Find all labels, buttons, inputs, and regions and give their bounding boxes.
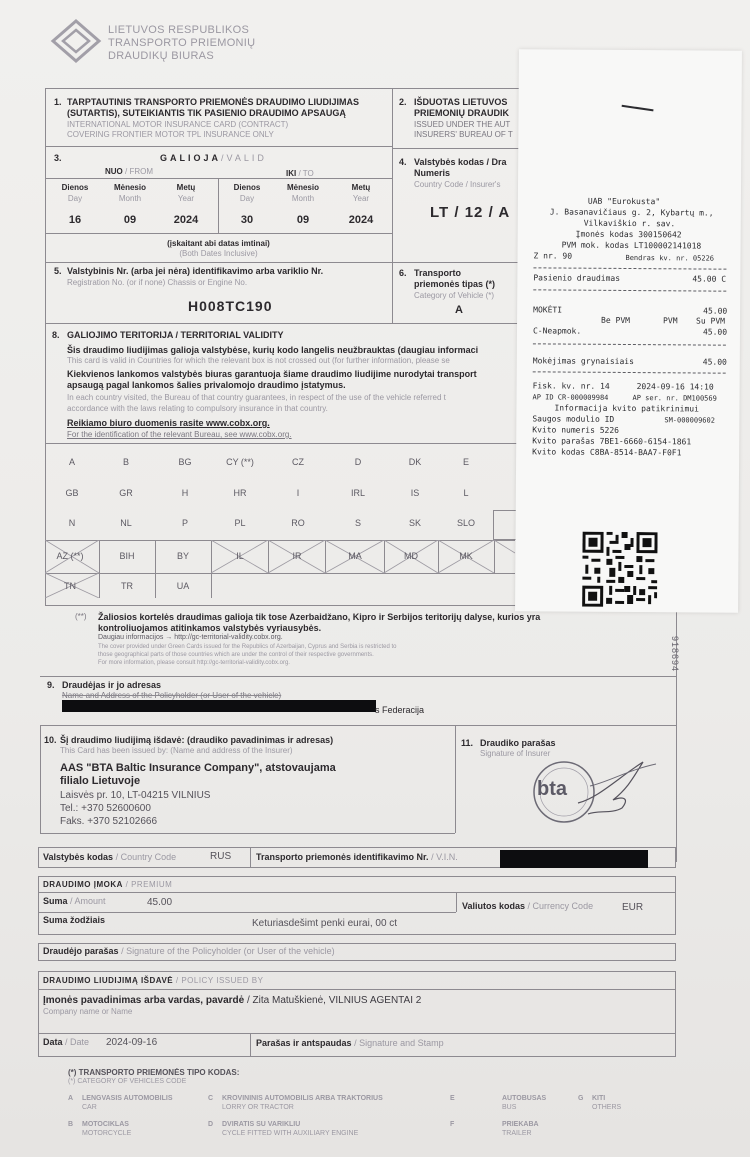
s8-line2: This card is valid in Countries for which the relevant box is not crossed out (for further information, please se (67, 356, 450, 365)
legend-label-en: LORRY OR TRACTOR (222, 1104, 294, 1111)
s11-number: 11. (461, 738, 474, 748)
s10-title: Šį draudimo liudijimą išdavė: (draudiko pavadinimas ir adresas) (60, 735, 334, 745)
receipt-pay-value: 45.00 (703, 306, 728, 316)
s8-title: GALIOJIMO TERITORIJA / TERRITORIAL VALIDITY (67, 330, 284, 340)
receipt-number: Kvito numeris 5226 (532, 425, 620, 435)
s1-title-line1: TARPTAUTINIS TRANSPORTO PRIEMONĖS DRAUDIMO LIUDIJIMAS (67, 97, 360, 107)
country-code: RO (291, 518, 305, 528)
receipt-z-number: Z nr. 90 (533, 251, 573, 261)
country-code: SLO (456, 518, 475, 528)
org-name-line3: DRAUDIKŲ BIURAS (108, 50, 214, 62)
divider-right-column (392, 88, 393, 323)
redacted-policyholder (62, 700, 376, 712)
legend-label-en: MOTORCYCLE (82, 1130, 132, 1137)
divider-currency (456, 892, 457, 912)
receipt-item-price: 45.00 C (692, 274, 727, 284)
s6-value: A (455, 304, 463, 316)
country-code: HR (233, 488, 247, 498)
to-year-value: 2024 (348, 214, 374, 226)
receipt-separator (533, 343, 726, 345)
legend-label: KROVININIS AUTOMOBILIS ARBA TRAKTORIUS (222, 1095, 383, 1102)
to-month-value: 09 (296, 214, 310, 226)
s8-line6: accordance with the laws relating to compulsory insurance in that country. (67, 404, 328, 413)
country-code: CZ (292, 457, 304, 467)
s2-title-line2: PRIEMONIŲ DRAUDIK (414, 108, 510, 118)
s6-title-line1: Transporto (414, 268, 462, 278)
country-code: BY (176, 551, 189, 561)
stamp-label: Parašas ir antspaudas / Signature and Stamp (256, 1038, 444, 1048)
receipt-signature: Kvito parašas 7BE1-6660-6154-1861 (532, 436, 692, 447)
receipt-vat-head1: Be PVM (601, 315, 631, 326)
country-code: GR (119, 488, 133, 498)
country-code: SK (408, 518, 421, 528)
date-value: 2024-09-16 (106, 1037, 158, 1048)
country-code-value: RUS (210, 851, 232, 862)
side-serial-number: 918694 (670, 636, 680, 673)
receipt-address2: Vilkaviškio r. sav. (583, 218, 676, 229)
from-month-en: Month (118, 194, 142, 203)
divider-date-stamp (250, 1033, 251, 1057)
s4-en: Country Code / Insurer's (414, 180, 501, 189)
legend-label-en: BUS (502, 1104, 517, 1111)
note-line4: The cover provided under Green Cards issued for the Republics of Azerbaijan, Cyprus and Serbia is restricted to (98, 644, 397, 650)
s9-en: Name and Address of the Policyholder (or User of the vehicle) (62, 691, 282, 700)
stamp-logo-text: bta (537, 778, 567, 800)
s1-number: 1. (54, 97, 62, 107)
receipt-vat-head2: PVM (663, 316, 678, 326)
divider-from-to (218, 178, 219, 233)
currency-label: Valiutos kodas / Currency Code (462, 901, 594, 911)
to-day-label: Dienos (233, 183, 261, 192)
s10-number: 10. (44, 735, 57, 745)
legend-code: E (450, 1095, 455, 1102)
country-code: DK (408, 457, 422, 467)
country-code: AZ (**) (56, 551, 84, 561)
from-year-value: 2024 (173, 214, 199, 226)
country-code: CY (**) (226, 457, 254, 467)
country-code: UA (176, 581, 190, 591)
s1-title-line2: (SUTARTIS), SUTEIKIANTIS TIK PASIENIO DRAUDIMO APSAUGĄ (67, 108, 346, 118)
s2-en-line1: ISSUED UNDER THE AUT (414, 120, 511, 129)
receipt-exempt-value: 45.00 (702, 327, 728, 337)
s8-line7: Reikiamo biuro duomenis rasite www.cobx.org. (67, 418, 270, 428)
from-year-label: Metų (176, 183, 196, 192)
s3-inclusive-en: (Both Dates Inclusive) (179, 249, 258, 258)
legend-label-en: OTHERS (592, 1104, 622, 1111)
s11-title: Draudiko parašas (480, 738, 556, 748)
legend-title-en: (*) CATEGORY OF VEHICLES CODE (68, 1078, 187, 1085)
country-code: BG (178, 457, 192, 467)
s3-from-label: NUO / FROM (105, 167, 154, 176)
from-month-label: Mėnesio (113, 183, 146, 192)
note-line3: Daugiau informacijos → http://gc-territorial-validity.cobx.org. (98, 634, 283, 641)
divider-s9-bottom (40, 725, 676, 726)
s9-number: 9. (47, 680, 55, 690)
legend-label: PRIEKABA (502, 1121, 539, 1128)
divider-premium-head (38, 892, 676, 893)
s4-title-line1: Valstybės kodas / Dra (414, 157, 507, 167)
receipt-cash-value: 45.00 (702, 357, 727, 367)
s2-en-line2: INSURERS' BUREAU OF T (414, 130, 513, 139)
s4-number: 4. (399, 157, 407, 167)
divider-s2 (392, 148, 525, 149)
redacted-vin (500, 850, 648, 868)
receipt-ap-serial: AP ser. nr. DM100569 (632, 394, 717, 403)
country-code: A (68, 457, 75, 467)
divider-s4 (392, 262, 525, 263)
receipt-ap-id: AP ID CR-000009984 (532, 393, 609, 402)
receipt-qr-code (582, 532, 658, 608)
note-line5: those geographical parts of those countries which are under the control of their respective governments. (98, 652, 374, 658)
note-mark: (**) (75, 612, 87, 621)
country-code: IL (236, 551, 244, 561)
receipt-general-number: Bendras kv. nr. 05226 (625, 253, 715, 263)
from-year-en: Year (177, 194, 195, 203)
issuer-name-row: Įmonės pavadinimas arba vardas, pavardė / Zita Matuškienė, VILNIUS AGENTAI 2 (43, 995, 422, 1006)
org-name-line2: TRANSPORTO PRIEMONIŲ (108, 37, 256, 49)
divider-s5 (45, 323, 525, 324)
receipt-vat-code: PVM mok. kodas LT100002141018 (561, 240, 702, 251)
legend-title: (*) TRANSPORTO PRIEMONĖS TIPO KODAS: (68, 1068, 240, 1077)
to-day-value: 30 (240, 214, 254, 226)
receipt-pen-mark (622, 105, 654, 112)
vin-label: Transporto priemonės identifikavimo Nr. / V.I.N. (256, 852, 458, 862)
to-month-label: Mėnesio (286, 183, 319, 192)
date-label: Data / Date (43, 1037, 90, 1047)
note-line1: Žaliosios kortelės draudimas galioja tik tose Azerbaidžano, Kipro ir Serbijos teritorijų dalyse, kurios yra (98, 612, 541, 622)
to-year-label: Metų (351, 183, 371, 192)
legend-code: D (208, 1121, 214, 1128)
divider-s8 (45, 443, 525, 444)
legend-label: MOTOCIKLAS (82, 1121, 129, 1128)
country-code: S (354, 518, 361, 528)
diamond-logo (50, 18, 102, 64)
receipt-separator (533, 289, 726, 291)
note-line2: kontroliuojamos atitinkamos valstybės vyriausybės. (98, 623, 322, 633)
frame-left-edge (40, 725, 41, 833)
country-code: P (181, 518, 188, 528)
country-code: L (463, 488, 469, 498)
divider-country-vin (250, 847, 251, 868)
premium-heading: DRAUDIMO ĮMOKA / PREMIUM (43, 880, 173, 889)
legend-code: G (578, 1095, 584, 1102)
country-code: H (181, 488, 189, 498)
s4-title-line2: Numeris (414, 168, 451, 178)
country-code: PL (234, 518, 246, 528)
s5-value: H008TC190 (188, 298, 273, 314)
from-day-en: Day (67, 194, 83, 203)
insurer-line1: AAS "BTA Baltic Insurance Company", atstovaujama (60, 762, 336, 774)
s1-en-line2: COVERING FRONTIER MOTOR TPL INSURANCE ONLY (67, 130, 274, 139)
s3-inclusive: (įskaitant abi datas imtinai) (167, 239, 270, 248)
to-month-en: Month (291, 194, 315, 203)
country-code: D (354, 457, 362, 467)
country-code: TR (121, 581, 133, 591)
receipt-datetime: 2024-09-16 14:10 (636, 382, 714, 392)
fiscal-receipt (515, 49, 742, 613)
country-code: IR (292, 551, 302, 561)
receipt-fiscal-number: Fisk. kv. nr. 14 (532, 381, 610, 391)
s8-number: 8. (52, 330, 60, 340)
s6-number: 6. (399, 268, 407, 278)
from-month-value: 09 (123, 214, 137, 226)
issued-heading: DRAUDIMO LIUDIJIMĄ IŠDAVĖ / POLICY ISSUED BY (43, 976, 264, 985)
policyholder-signature-label: Draudėjo parašas / Signature of the Policyholder (or User of the vehicle) (43, 946, 335, 956)
country-code: B (122, 457, 129, 467)
to-day-en: Day (239, 194, 255, 203)
country-code: IRL (350, 488, 365, 498)
receipt-address1: J. Basanavičiaus g. 2, Kybartų m., (549, 207, 714, 218)
org-name-line1: LIETUVOS RESPUBLIKOS (108, 24, 250, 36)
s2-number: 2. (399, 97, 407, 107)
divider-s9-top (40, 676, 676, 677)
s8-line4: apsaugą pagal lankomos šalies privalomojo draudimo įstatymus. (67, 380, 346, 390)
s6-en: Category of Vehicle (*) (414, 291, 495, 300)
country-code: I (296, 488, 300, 498)
s5-number: 5. (54, 266, 62, 276)
from-day-label: Dienos (61, 183, 89, 192)
s5-title: Valstybinis Nr. (arba jei nėra) identifikavimo arba variklio Nr. (67, 266, 324, 276)
s1-en-line1: INTERNATIONAL MOTOR INSURANCE CARD (CONTRACT) (67, 120, 289, 129)
receipt-pay-label: MOKĖTI (533, 305, 563, 315)
receipt-company-code: Įmonės kodas 300150642 (575, 229, 682, 240)
s3-to-label: IKI / TO (286, 169, 314, 178)
country-code: MA (348, 551, 362, 561)
s2-title-line1: IŠDUOTAS LIETUVOS (414, 97, 508, 107)
from-day-value: 16 (68, 214, 82, 226)
legend-label-en: CAR (82, 1104, 97, 1111)
receipt-separator (533, 267, 726, 269)
receipt-separator (533, 371, 726, 373)
country-code: N (68, 518, 76, 528)
divider-amount (38, 912, 456, 913)
country-code: NL (120, 518, 132, 528)
legend-label: AUTOBUSAS (502, 1095, 547, 1102)
s11-en: Signature of Insurer (480, 749, 551, 758)
insurer-address: Laisvės pr. 10, LT-04215 VILNIUS (60, 790, 211, 801)
currency-value: EUR (622, 902, 644, 913)
s4-value: LT / 12 / A (430, 204, 511, 221)
divider-s1 (45, 146, 392, 147)
country-code: E (462, 457, 469, 467)
divider-s10-s11 (455, 725, 456, 833)
legend-code: A (68, 1095, 74, 1102)
s6-title-line2: priemonės tipas (*) (414, 279, 496, 289)
receipt-module-label: Saugos modulio ID (532, 414, 615, 424)
receipt-vat-head3: Su PVM (696, 316, 726, 326)
s3-number: 3. (54, 153, 62, 163)
amount-words-label: Suma žodžiais (43, 915, 106, 925)
divider-date (38, 1033, 676, 1034)
divider-dates (45, 233, 392, 234)
legend-label-en: TRAILER (502, 1130, 532, 1137)
country-code-label: Valstybės kodas / Country Code (43, 852, 177, 862)
country-code: BIH (119, 551, 135, 561)
legend-code: B (68, 1121, 74, 1128)
receipt-item: Pasienio draudimas (533, 273, 621, 283)
insurer-line2: filialo Lietuvoje (60, 775, 141, 787)
amount-label: Suma / Amount (43, 896, 106, 906)
s8-line3: Kiekvienos lankomos valstybės biuras garantuoja šiame draudimo liudijime nurodytai transport (67, 369, 477, 379)
s10-en: This Card has been issued by: (Name and address of the Insurer) (60, 746, 293, 755)
receipt-info-heading: Informacija kvito patikrinimui (554, 403, 699, 414)
legend-label: KITI (592, 1095, 606, 1102)
s9-title: Draudėjas ir jo adresas (62, 680, 162, 690)
to-year-en: Year (352, 194, 370, 203)
insurer-phone: Tel.: +370 52600600 (60, 803, 151, 814)
legend-code: F (450, 1121, 455, 1128)
legend-code: C (208, 1095, 214, 1102)
country-code: GB (65, 488, 79, 498)
receipt-code: Kvito kodas C8BA-8514-BAA7-F0F1 (532, 447, 682, 458)
legend-label: DVIRATIS SU VARIKLIU (222, 1121, 301, 1128)
amount-value: 45.00 (147, 897, 173, 908)
legend-label-en: CYCLE FITTED WITH AUXILIARY ENGINE (222, 1130, 359, 1137)
divider-s10-bottom (40, 833, 455, 834)
country-code: TN (64, 581, 76, 591)
s8-line8: For the identification of the relevant Bureau, see www.cobx.org. (67, 430, 292, 439)
divider-s3 (45, 262, 392, 263)
insurer-fax: Faks. +370 52102666 (60, 816, 158, 827)
issuer-name-en: Company name or Name (43, 1007, 133, 1016)
s3-valid-heading: GALIOJA/VALID (160, 153, 267, 163)
s5-en: Registration No. (or if none) Chassis or Engine No. (67, 278, 248, 287)
divider-issued-head (38, 989, 676, 990)
receipt-exempt-label: C-Neapmok. (532, 326, 582, 336)
country-code: MK (459, 551, 473, 561)
s9-tail: s Federacija (375, 705, 425, 715)
s8-line1: Šis draudimo liudijimas galioja valstybėse, kurių kodo langelis neužbrauktas (daugiau informaci (67, 345, 479, 355)
country-code: MD (404, 551, 418, 561)
receipt-module-value: SM-000009602 (664, 416, 715, 425)
note-line6: For more information, please consult http://gc-territorial-validity.cobx.org. (98, 660, 290, 666)
country-code: IS (410, 488, 420, 498)
receipt-cash-label: Mokėjimas grynaisiais (532, 356, 634, 367)
amount-words-value: Keturiasdešimt penki eurai, 00 ct (252, 918, 398, 929)
receipt-company: UAB "Eurokusta" (587, 196, 661, 207)
s8-line5: In each country visited, the Bureau of that country guarantees, in respect of the use of the vehicle referred t (67, 393, 446, 402)
legend-label: LENGVASIS AUTOMOBILIS (82, 1095, 173, 1102)
